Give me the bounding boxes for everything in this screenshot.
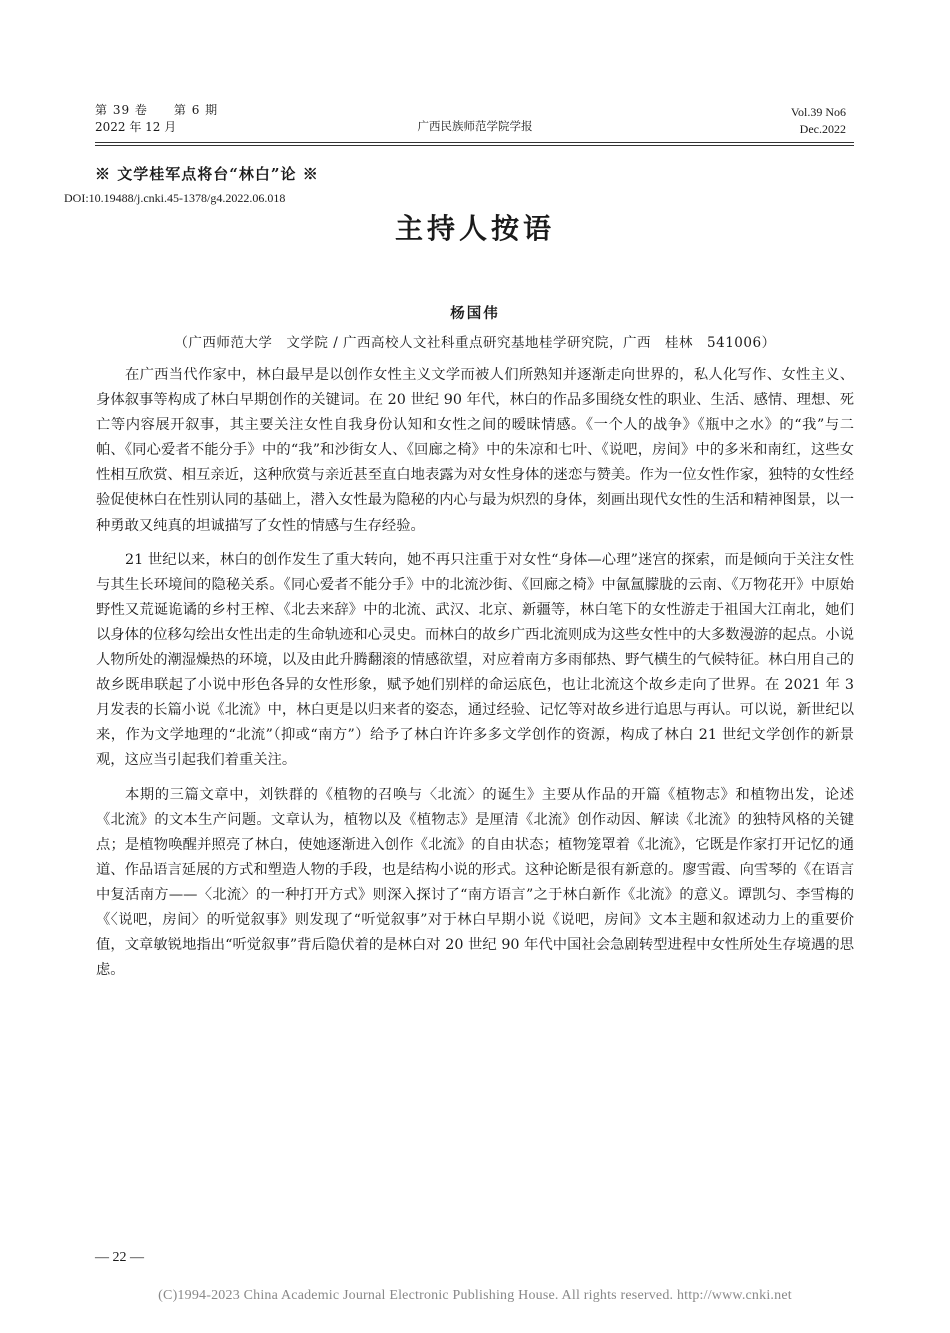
paragraph: 本期的三篇文章中，刘铁群的《植物的召唤与〈北流〉的诞生》主要从作品的开篇《植物志》和植物出发，论述《北流》的文本生产问题。文章认为，植物以及《植物志》是厘清《北流》创作动因、解读《北流》的独特风格的关键点；是植物唤醒并照亮了林白，使她逐渐进入创作《北流》的自由状态；植物笼罩着《北流》，它既是作家打开记忆的通道、作品语言延展的方式和塑造人物的手段，也是结构小说的形式。这种论断是很有新意的。廖雪霞、向雪琴的《在语言中复活南方——〈北流〉的一种打开方式》则深入探讨了“南方语言”之于林白新作《北流》的意义。谭凯匀、李雪梅的《〈说吧，房间〉的听觉叙事》则发现了“听觉叙事”对于林白早期小说《说吧，房间》文本主题和叙述动力上的重要价值，文章敏锐地指出“听觉叙事”背后隐伏着的是林白对 20 世纪 90 年代中国社会急剧转型进程中女性所处生存境遇的思虑。 [96, 786, 854, 979]
header-volume-en: Vol.39 No6 [790, 105, 846, 119]
page-number: — 22 — [95, 1250, 144, 1265]
header-volume: 第 39 卷 第 6 期 [95, 103, 219, 117]
article-body [96, 363, 854, 992]
header-journal-name: 广西民族师范学院学报 [417, 119, 533, 133]
author-name: 杨国伟 [450, 305, 500, 322]
copyright-notice: (C)1994-2023 China Academic Journal Electronic Publishing House. All rights reserved. http://www.cnki.net [158, 1288, 792, 1303]
page-title: 主持人按语 [394, 212, 555, 245]
paragraph: 21 世纪以来，林白的创作发生了重大转向，她不再只注重于对女性“身体—心理”迷宫的探索，而是倾向于关注女性与其生长环境间的隐秘关系。《同心爱者不能分手》中的北流沙街、《回廊之椅》中氤氲朦胧的云南、《万物花开》中原始野性又荒诞诡谲的乡村王榨、《北去来辞》中的北流、武汉、北京、新疆等，林白笔下的女性游走于祖国大江南北，她们以身体的位移勾绘出女性出走的生命轨迹和心灵史。而林白的故乡广西北流则成为这些女性中的大多数漫游的起点。小说人物所处的潮湿燥热的环境，以及由此升腾翻滚的情感欲望，对应着南方多雨郁热、野气横生的气候特征。林白用自己的故乡既串联起了小说中形色各异的女性形象，赋予她们别样的命运底色，也让北流这个故乡走向了世界。在 2021 年 3 月发表的长篇小说《北流》中，林白更是以归来者的姿态，通过经验、记忆等对故乡进行追思与再认。可以说，新世纪以来，作为文学地理的“北流”（抑或“南方”）给予了林白许许多多文学创作的资源，构成了林白 21 世纪文学创作的新景观，这应当引起我们着重关注。 [96, 551, 854, 769]
author-affiliation: （广西师范大学 文学院 / 广西高校人文社科重点研究基地桂学研究院，广西 桂林 541006） [174, 335, 776, 351]
header-rule-bottom [95, 145, 854, 146]
header-date-en: Dec.2022 [799, 122, 846, 136]
paragraph: 在广西当代作家中，林白最早是以创作女性主义文学而被人们所熟知并逐渐走向世界的，私人化写作、女性主义、身体叙事等构成了林白早期创作的关键词。在 20 世纪 90 年代，林白的作品多围绕女性的职业、生活、感情、理想、死亡等内容展开叙事，其主要关注女性自我身份认知和女性之间的暧昧情感。《一个人的战争》《瓶中之水》的“我”与二帕、《同心爱者不能分手》中的“我”和沙街女人、《回廊之椅》中的朱凉和七叶、《说吧，房间》中的多米和南红，这些女性相互欣赏、相互亲近，这种欣赏与亲近甚至直白地表露为对女性身体的迷恋与赞美。作为一位女性作家，独特的女性经验促使林白在性别认同的基础上，潜入女性最为隐秘的内心与最为炽烈的身体，刻画出现代女性的生活和精神图景，以一种勇敢又纯真的坦诚描写了女性的情感与生存经验。 [96, 367, 854, 534]
column-title: ※ 文学桂军点将台“林白”论 ※ [95, 165, 319, 183]
header-date: 2022 年 12 月 [95, 120, 177, 134]
doi: DOI:10.19488/j.cnki.45-1378/g4.2022.06.018 [64, 191, 286, 205]
header-right [791, 104, 846, 138]
header-rule-top [95, 142, 854, 143]
